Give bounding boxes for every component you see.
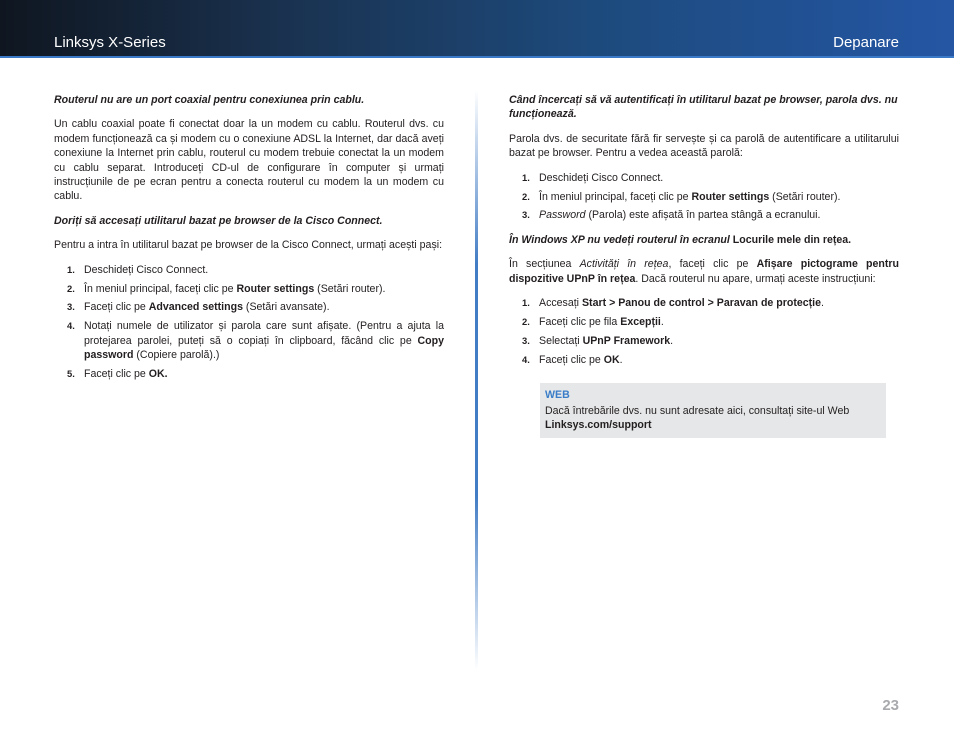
ui-term: OK [603,353,620,366]
list-item [54,319,444,362]
left-column [54,93,444,392]
section-title: Depanare [833,34,899,51]
list-number: 3. [522,209,530,221]
answer-browser-utility-intro: Pentru a intra în utilitarul bazat pe browser de la Cisco Connect, urmați acești pași: [54,239,443,252]
list-item [509,208,899,222]
list-number: 3. [67,301,75,313]
list-text: Faceți clic pe [539,353,604,366]
header-accent-line [0,56,954,58]
list-text: Deschideți Cisco Connect. [539,171,664,184]
ui-term: Router settings [236,282,315,295]
answer-text: , faceți clic pe [668,258,757,271]
ui-term: UPnP Framework [582,334,671,347]
ui-term: Password [539,209,586,222]
list-text: În meniul principal, faceți clic pe [84,282,237,295]
answer-password-intro: Parola dvs. de securitate fără fir servește și ca parolă de autentificare a utilitarului bazat pe browser. Pentru a vedea această parolă: [509,132,899,160]
list-item [54,282,444,296]
question-coaxial: Routerul nu are un port coaxial pentru conexiunea prin cablu. [54,94,365,106]
list-number: 2. [67,282,75,294]
ui-term: Advanced settings [148,301,243,314]
list-item [509,315,899,329]
list-item [54,367,444,381]
list-number: 1. [67,263,75,275]
list-number: 3. [522,334,530,346]
list-text: Selectați [539,334,583,347]
list-text: (Setări router). [769,190,841,203]
list-number: 5. [67,368,75,380]
ui-term: Afișare pictograme pentru dispozitive UPnP în rețea [509,258,899,285]
steps-list-password [509,171,899,223]
answer-text: . Dacă routerul nu apare, urmați aceste instrucțiuni: [635,272,876,285]
list-text: Deschideți Cisco Connect. [84,263,209,276]
list-item [509,353,899,367]
question-browser-utility: Doriți să accesați utilitarul bazat pe browser de la Cisco Connect. [54,214,383,227]
list-text: Faceți clic pe [84,368,149,381]
list-item [509,171,899,185]
list-text: . [619,353,623,366]
steps-list-firewall [509,296,899,367]
answer-coaxial: Un cablu coaxial poate fi conectat doar la un modem cu cablu. Routerul dvs. cu modem funcționează ca și modem cu o conexiune ADSL la Internet, dar dacă aveți conexiune la Internet prin cablu, routerul cu modem trebuie conectat la un modem cu cablu separat. Introduceți CD-ul de configurare în computer și urmați instrucțiunile de pe ecran pentru a conecta routerul cu modem la un modem cu cablu. [54,118,444,203]
list-text: . [660,315,664,328]
list-text: În meniul principal, faceți clic pe [539,190,692,203]
list-item [509,296,899,310]
document-title: Linksys X-Series [54,34,166,51]
list-text: Accesați [539,297,582,310]
question-windows-xp [509,233,899,247]
list-text: (Copiere parolă).) [133,349,220,362]
web-callout-title: WEB [545,389,570,402]
list-item [54,263,444,277]
answer-windows-xp-intro [509,257,899,286]
list-text: . [670,334,674,347]
ui-term: OK. [148,368,168,381]
list-text: (Setări router). [314,282,386,295]
ui-term: Activități în rețea [579,258,669,271]
list-item [54,300,444,314]
list-item [509,334,899,348]
header-bar [0,0,954,58]
web-callout-text [545,404,881,433]
support-link[interactable]: Linksys.com/support [545,419,652,431]
list-number: 2. [522,315,530,327]
steps-list-browser-utility [54,263,444,382]
list-text: (Setări avansate). [242,301,330,314]
ui-term: Locurile mele din rețea. [732,233,852,246]
web-callout-box [540,383,886,438]
question-password: Când încercați să vă autentificați în utilitarul bazat pe browser, parola dvs. nu funcționează. [509,94,898,121]
callout-text: Dacă întrebările dvs. nu sunt adresate aici, consultați site-ul Web [545,404,850,417]
ui-term: Start > Panou de control > Paravan de protecție [581,297,822,310]
list-number: 4. [522,353,530,365]
list-number: 2. [522,190,530,202]
list-text: Faceți clic pe fila [539,315,621,328]
column-divider [475,90,478,670]
list-text: . [821,297,824,310]
list-number: 4. [67,320,75,332]
page-number: 23 [882,697,899,714]
ui-term: Excepții [620,315,661,328]
list-text: Notați numele de utilizator și parola care sunt afișate. (Pentru a ajuta la protejarea parolei, puteți să o copiați în clipboard, făcând clic pe [84,320,444,347]
list-text: Faceți clic pe [84,301,149,314]
list-item [509,190,899,204]
list-text: (Parola) este afișată în partea stângă a ecranului. [585,209,821,222]
ui-term: Router settings [691,190,770,203]
answer-text: În secțiunea [509,258,580,271]
list-number: 1. [522,171,530,183]
ui-term: Copy password [84,334,444,362]
list-number: 1. [522,297,530,309]
question-text: În Windows XP nu vedeți routerul în ecranul [509,233,733,246]
right-column [509,93,899,438]
